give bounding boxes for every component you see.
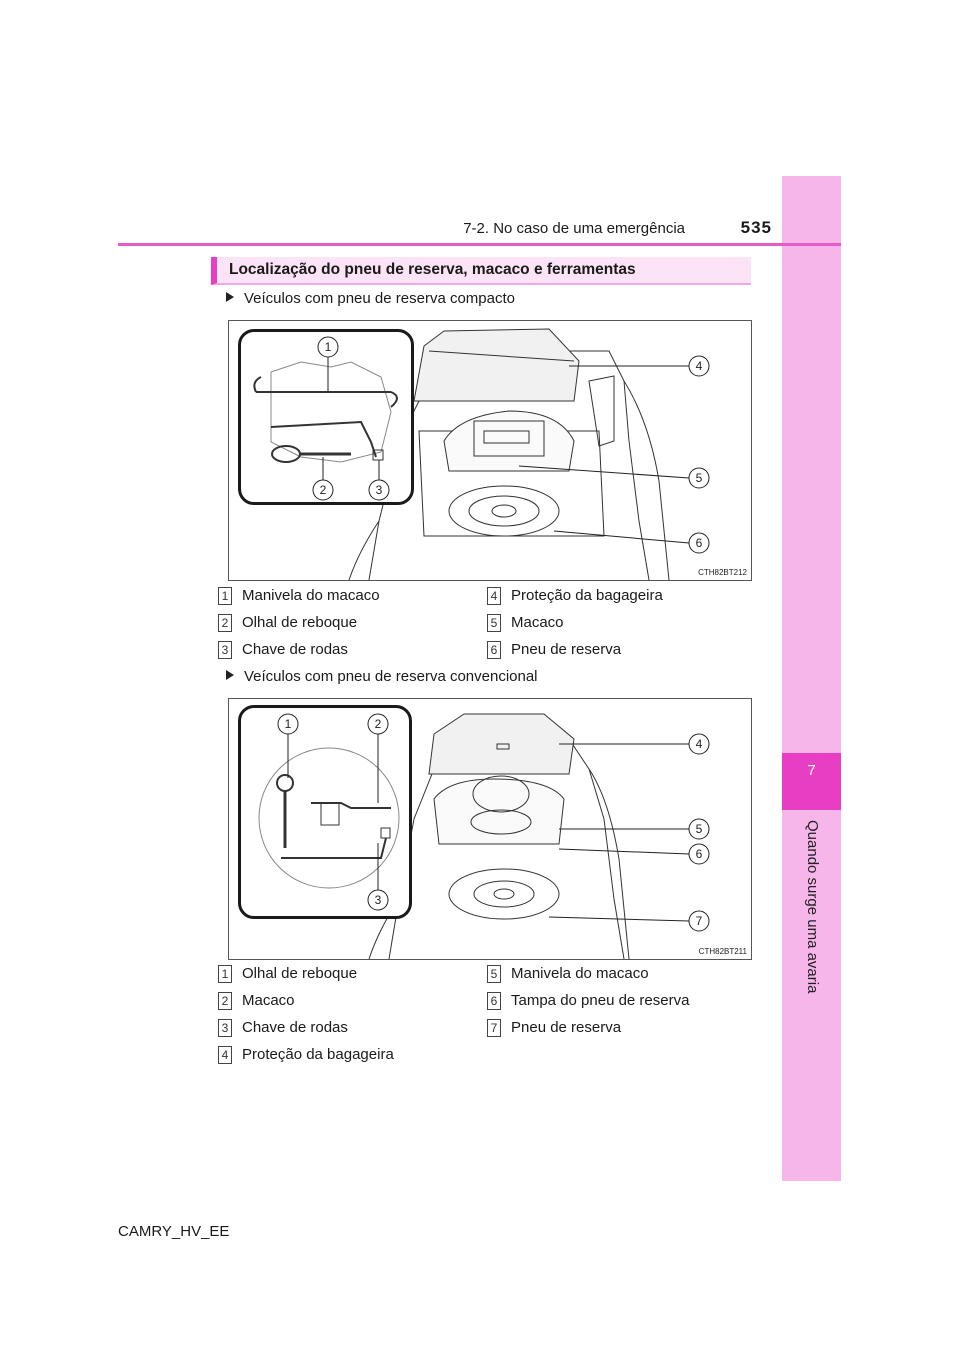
svg-text:2: 2	[319, 483, 327, 497]
callout-6	[689, 533, 709, 553]
leader-line-6	[554, 531, 689, 543]
svg-text:4: 4	[695, 737, 703, 751]
callout-7	[689, 911, 709, 931]
callout-1	[318, 337, 338, 357]
header-rule	[118, 243, 841, 246]
subtitle-conventional-text: Veículos com pneu de reserva convencional	[244, 668, 538, 685]
svg-text:1: 1	[324, 340, 332, 354]
leader-line-6	[559, 849, 689, 854]
legend-item: 7 Pneu de reserva	[487, 1018, 621, 1038]
legend-item: 5 Manivela do macaco	[487, 964, 649, 984]
legend-item: 5 Macaco	[487, 613, 564, 633]
callout-4	[689, 734, 709, 754]
callout-5	[689, 819, 709, 839]
subtitle-conventional	[226, 668, 538, 685]
svg-text:3: 3	[375, 483, 383, 497]
callout-3	[368, 890, 388, 910]
legend-item: 6 Pneu de reserva	[487, 640, 621, 660]
tools-drawing-conventional	[241, 708, 409, 916]
svg-text:5: 5	[695, 822, 703, 836]
figure-code-conventional: CTH82BT211	[698, 947, 747, 956]
svg-text:5: 5	[695, 471, 703, 485]
figure-conventional-spare	[228, 698, 752, 960]
leader-line-5	[519, 466, 689, 478]
callout-1	[278, 714, 298, 734]
footer-model-code: CAMRY_HV_EE	[118, 1223, 230, 1240]
svg-text:7: 7	[695, 914, 703, 928]
svg-text:4: 4	[695, 359, 703, 373]
callout-2	[368, 714, 388, 734]
heading-bar	[211, 257, 751, 285]
triangle-bullet-icon	[226, 292, 234, 302]
legend-item: 2 Macaco	[218, 991, 295, 1011]
heading-text: Localização do pneu de reserva, macaco e ferramentas	[229, 261, 636, 278]
callout-2	[313, 480, 333, 500]
figure-code-compact: CTH82BT212	[698, 568, 747, 577]
legend-item: 1 Manivela do macaco	[218, 586, 380, 606]
legend-item: 1 Olhal de reboque	[218, 964, 357, 984]
callout-4	[689, 356, 709, 376]
legend-item: 2 Olhal de reboque	[218, 613, 357, 633]
subtitle-compact	[226, 290, 515, 307]
tools-inset-conventional	[238, 705, 412, 919]
tools-inset-compact	[238, 329, 414, 505]
triangle-bullet-icon	[226, 670, 234, 680]
figure-compact-spare	[228, 320, 752, 581]
svg-text:1: 1	[284, 717, 292, 731]
section-title: 7-2. No caso de uma emergência	[463, 220, 685, 237]
chapter-side-tab	[782, 176, 841, 1181]
leader-line-7	[549, 917, 689, 921]
svg-text:6: 6	[695, 847, 703, 861]
legend-item: 6 Tampa do pneu de reserva	[487, 991, 689, 1011]
tools-drawing-compact	[241, 332, 411, 502]
callout-3	[369, 480, 389, 500]
legend-item: 3 Chave de rodas	[218, 1018, 348, 1038]
legend-item: 4 Proteção da bagageira	[487, 586, 663, 606]
chapter-number: 7	[807, 762, 816, 779]
svg-text:6: 6	[695, 536, 703, 550]
subtitle-compact-text: Veículos com pneu de reserva compacto	[244, 290, 515, 307]
legend-item: 3 Chave de rodas	[218, 640, 348, 660]
page-number: 535	[740, 218, 772, 237]
svg-text:3: 3	[374, 893, 382, 907]
legend-item: 4 Proteção da bagageira	[218, 1045, 394, 1065]
svg-text:2: 2	[374, 717, 382, 731]
chapter-title: Quando surge uma avaria	[804, 820, 821, 994]
callout-5	[689, 468, 709, 488]
callout-6	[689, 844, 709, 864]
